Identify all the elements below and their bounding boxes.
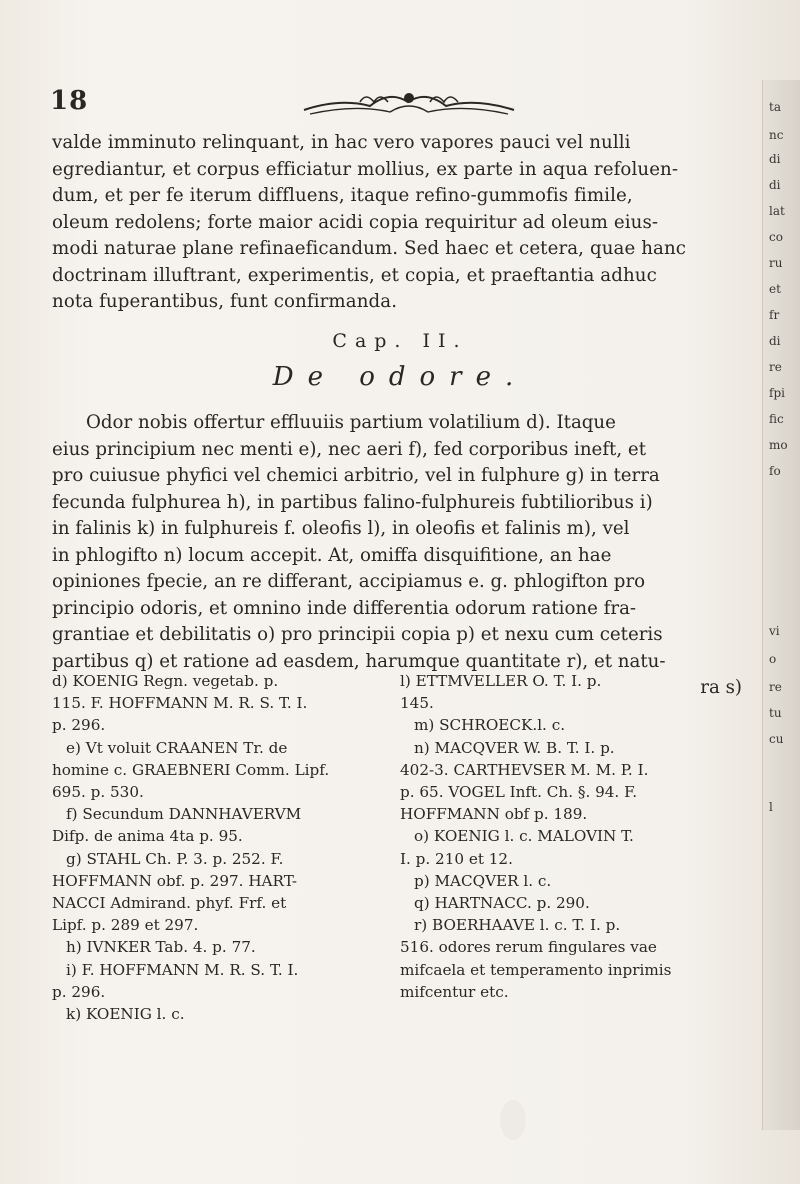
footnote-line: m) SCHROECK.l. c. xyxy=(414,716,566,735)
margin-fragment: cu xyxy=(769,732,784,746)
margin-fragment: mo xyxy=(769,438,788,452)
text-line: ra s) xyxy=(700,677,742,698)
footnote-line: f) Secundum DANNHAVERVM xyxy=(66,805,302,824)
text-line: in phlogifto n) locum accepit. At, omiffa disquifitione, an hae xyxy=(52,544,612,566)
footnote-line: p. 296. xyxy=(52,982,106,1001)
chapter-title: De odore. xyxy=(272,362,528,392)
margin-fragment: di xyxy=(769,178,781,192)
footnote-line: p) MACQVER l. c. xyxy=(414,871,552,890)
margin-fragment: o xyxy=(769,652,777,666)
text-line: principio odoris, et omnino inde differentia odorum ratione fra- xyxy=(52,597,637,619)
footnote-line: p. 296. xyxy=(52,716,106,735)
footnote-line: k) KOENIG l. c. xyxy=(66,1005,185,1024)
margin-fragment: di xyxy=(769,334,781,348)
text-line: doctrinam illuftrant, experimentis, et copia, et praeftantia adhuc xyxy=(52,264,657,286)
text-line: fecunda fulphurea h), in partibus falino-fulphureis fubtilioribus i) xyxy=(52,491,653,513)
footnote-line: Difp. de anima 4ta p. 95. xyxy=(52,827,243,846)
margin-fragment: fic xyxy=(769,412,784,426)
chapter-label: Cap. II. xyxy=(332,330,468,352)
footnote-line: 516. odores rerum fingulares vae xyxy=(400,938,657,957)
footnote-line: r) BOERHAAVE l. c. T. I. p. xyxy=(414,916,621,935)
margin-fragment: re xyxy=(769,680,782,694)
margin-fragment: nc xyxy=(769,128,784,142)
footnote-line: HOFFMANN obf. p. 297. HART- xyxy=(52,871,297,890)
page-number: 18 xyxy=(50,86,89,116)
footnote-line: Lipf. p. 289 et 297. xyxy=(52,916,199,935)
margin-fragment: fo xyxy=(769,464,781,478)
footnote-line: homine c. GRAEBNERI Comm. Lipf. xyxy=(52,760,330,779)
footnote-line: mifcaela et temperamento inprimis xyxy=(400,960,672,979)
margin-fragment: et xyxy=(769,282,781,296)
opening-paragraph xyxy=(52,130,742,316)
margin-fragment: di xyxy=(769,152,781,166)
footnote-line: 115. F. HOFFMANN M. R. S. T. I. xyxy=(52,694,308,713)
text-line: grantiae et debilitatis o) pro principii copia p) et nexu cum ceteris xyxy=(52,624,663,645)
footnote-line: 145. xyxy=(400,694,434,713)
margin-fragment: ta xyxy=(769,100,781,114)
text-line: pro cuiusue phyfici vel chemici arbitrio, vel in fulphure g) in terra xyxy=(52,465,660,486)
footnote-line: HOFFMANN obf p. 189. xyxy=(400,805,588,824)
text-line: oleum redolens; forte maior acidi copia requiritur ad oleum eius- xyxy=(52,211,659,233)
margin-fragment: tu xyxy=(769,706,782,720)
footnote-line: q) HARTNACC. p. 290. xyxy=(414,894,590,913)
footnotes-left-column xyxy=(52,670,388,1025)
paper-stain xyxy=(500,1100,526,1140)
margin-fragment: vi xyxy=(769,624,780,638)
footnote-line: e) Vt voluit CRAANEN Tr. de xyxy=(66,738,288,757)
text-line: opiniones fpecie, an re differant, accipiamus e. g. phlogifton pro xyxy=(52,571,646,592)
text-line: modi naturae plane refinaeficandum. Sed haec et cetera, quae hanc xyxy=(52,238,687,259)
odor-paragraph xyxy=(52,410,742,702)
footnote-line: mifcentur etc. xyxy=(400,982,509,1001)
footnote-line: l) ETTMVELLER O. T. I. p. xyxy=(400,672,602,690)
printer-ornament-icon xyxy=(300,84,518,120)
margin-fragment: re xyxy=(769,360,782,374)
footnote-line: i) F. HOFFMANN M. R. S. T. I. xyxy=(66,960,299,979)
text-line: nota fuperantibus, funt confirmanda. xyxy=(52,291,398,312)
footnote-line: p. 65. VOGEL Inft. Ch. §. 94. F. xyxy=(400,783,638,802)
margin-fragment: l xyxy=(769,800,773,814)
adjacent-page-edge xyxy=(762,80,800,1130)
footnote-line: NACCI Admirand. phyf. Frf. et xyxy=(52,894,287,913)
footnote-line: h) IVNKER Tab. 4. p. 77. xyxy=(66,938,256,957)
footnote-line: d) KOENIG Regn. vegetab. p. xyxy=(52,672,279,690)
footnotes-right-column xyxy=(400,670,736,1003)
margin-fragment: lat xyxy=(769,204,785,218)
text-line: valde imminuto relinquant, in hac vero vapores pauci vel nulli xyxy=(52,132,631,153)
text-line: in falinis k) in fulphureis f. oleofis l), in oleofis et falinis m), vel xyxy=(52,518,630,539)
footnote-line: I. p. 210 et 12. xyxy=(400,849,513,868)
margin-fragment: co xyxy=(769,230,783,244)
margin-fragment: fpi xyxy=(769,386,785,400)
footnote-line: n) MACQVER W. B. T. I. p. xyxy=(414,738,615,757)
text-line: eius principium nec menti e), nec aeri f), fed corporibus ineft, et xyxy=(52,438,646,460)
footnote-line: 695. p. 530. xyxy=(52,783,144,802)
footnote-line: o) KOENIG l. c. MALOVIN T. xyxy=(414,827,634,846)
text-line: dum, et per fe iterum diffluens, itaque refino-gummofis fimile, xyxy=(52,185,633,206)
text-line: egrediantur, et corpus efficiatur mollius, ex parte in aqua refoluen- xyxy=(52,158,679,180)
footnote-line: 402-3. CARTHEVSER M. M. P. I. xyxy=(400,760,649,779)
margin-fragment: fr xyxy=(769,308,780,322)
text-line: Odor nobis offertur effluuiis partium volatilium d). Itaque xyxy=(86,412,616,433)
margin-fragment: ru xyxy=(769,256,783,270)
text-line: partibus q) et ratione ad easdem, harumque quantitate r), et natu- xyxy=(52,650,666,672)
footnote-line: g) STAHL Ch. P. 3. p. 252. F. xyxy=(66,849,284,868)
